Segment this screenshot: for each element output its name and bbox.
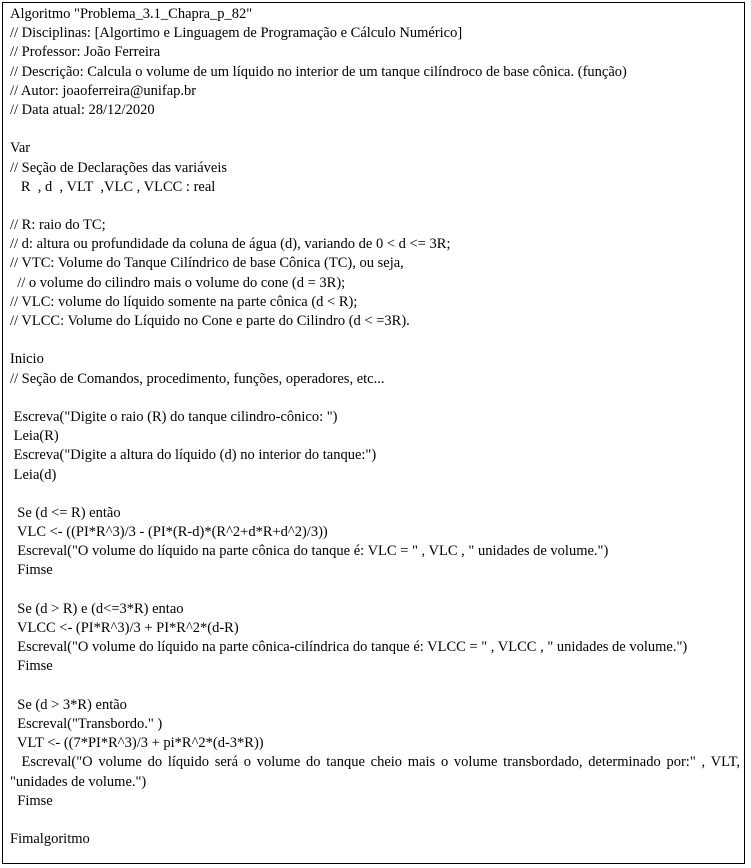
comment-vtc-continuation: // o volume do cilindro mais o volume do cone (d = 3R); — [10, 274, 346, 291]
pseudocode-listing — [10, 5, 744, 849]
code-line-vlc-formula: VLC <- ((PI*R^3)/3 - (PI*(R-d)*(R^2+d*R+d^2)/3)) — [10, 524, 328, 541]
comment-commands-section: // Seção de Comandos, procedimento, funções, operadores, etc... — [10, 370, 385, 387]
blank-line — [10, 389, 740, 408]
code-line-read-radius: Leia(R) — [10, 428, 59, 445]
code-line-prompt-radius: Escreva("Digite o raio (R) do tanque cilindro-cônico: ") — [10, 408, 338, 425]
comment-disciplines: // Disciplinas: [Algortimo e Linguagem de Programação e Cálculo Numérico] — [10, 25, 463, 42]
fimalgoritmo-keyword-line: Fimalgoritmo — [10, 831, 90, 848]
code-line-if-cone: Se (d <= R) então — [10, 504, 121, 521]
code-line-prompt-height: Escreva("Digite a altura do líquido (d) no interior do tanque:") — [10, 447, 377, 464]
comment-vlc-definition: // VLC: volume do líquido somente na parte cônica (d < R); — [10, 293, 358, 310]
code-line-endif: Fimse — [10, 792, 53, 809]
blank-line — [10, 485, 740, 504]
comment-declarations-section: // Seção de Declarações das variáveis — [10, 159, 227, 176]
code-line-if-overflow: Se (d > 3*R) então — [10, 696, 127, 713]
code-line-read-height: Leia(d) — [10, 466, 57, 483]
blank-line — [10, 197, 740, 216]
comment-vtc-definition: // VTC: Volume do Tanque Cilíndrico de base Cônica (TC), ou seja, — [10, 255, 404, 272]
comment-d-definition: // d: altura ou profundidade da coluna de água (d), variando de 0 < d <= 3R; — [10, 236, 451, 253]
code-line-print-overflow: Escreval("Transbordo." ) — [10, 715, 163, 732]
code-line-print-vlcc: Escreval("O volume do líquido na parte cônica-cilíndrica do tanque é: VLCC = " , VLCC , " unidades de volume.") — [10, 639, 688, 656]
code-line-vlcc-formula: VLCC <- (PI*R^3)/3 + PI*R^2*(d-R) — [10, 620, 239, 636]
comment-author: // Autor: joaoferreira@unifap.br — [10, 82, 197, 99]
inicio-keyword-line: Inicio — [10, 351, 44, 368]
code-line-endif: Fimse — [10, 658, 53, 675]
algorithm-header-line: Algoritmo "Problema_3.1_Chapra_p_82" — [10, 6, 253, 22]
comment-professor: // Professor: João Ferreira — [10, 44, 161, 61]
blank-line — [10, 581, 740, 600]
blank-line — [10, 120, 740, 139]
comment-description: // Descrição: Calcula o volume de um líquido no interior de um tanque cilíndroco de base cônica. (função) — [10, 63, 627, 80]
comment-vlcc-definition: // VLCC: Volume do Líquido no Cone e parte do Cilindro (d < =3R). — [10, 313, 410, 329]
code-line-if-cone-cylinder: Se (d > R) e (d<=3*R) entao — [10, 600, 184, 617]
code-line-print-vlt: Escreval("O volume do líquido será o volume do tanque cheio mais o volume transbordado, determinado por:" , VLT, "unidades de volume.") — [10, 754, 744, 790]
comment-date: // Data atual: 28/12/2020 — [10, 101, 155, 118]
var-keyword-line: Var — [10, 140, 31, 157]
blank-line — [10, 811, 740, 830]
code-line-vlt-formula: VLT <- ((7*PI*R^3)/3 + pi*R^2*(d-3*R)) — [10, 735, 264, 752]
variable-declaration-line: R , d , VLT ,VLC , VLCC : real — [10, 178, 216, 195]
blank-line — [10, 677, 740, 696]
comment-r-definition: // R: raio do TC; — [10, 217, 106, 234]
code-line-print-vlc: Escreval("O volume do líquido na parte cônica do tanque é: VLC = " , VLC , " unidades de volume.") — [10, 543, 609, 560]
code-line-endif: Fimse — [10, 562, 53, 579]
document-frame — [2, 2, 745, 864]
blank-line — [10, 331, 740, 350]
